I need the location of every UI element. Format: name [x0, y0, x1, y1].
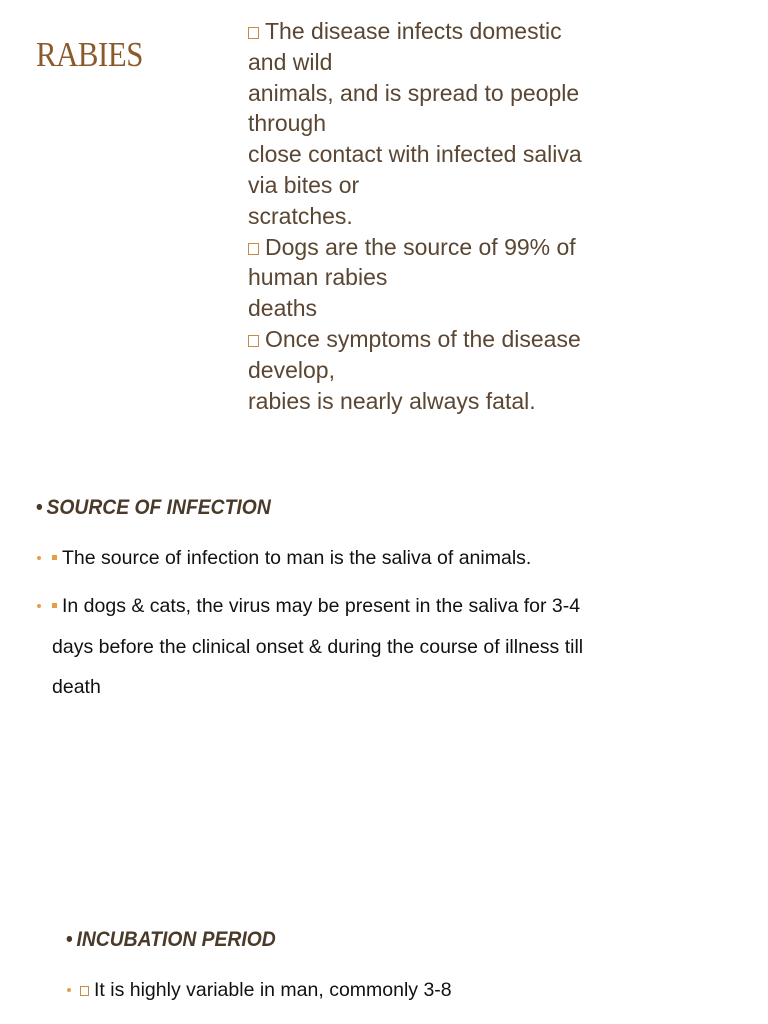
bullet-dot-icon: •: [66, 928, 73, 951]
source-bullet-2-text: In dogs & cats, the virus may be present in the saliva for 3-4: [62, 595, 581, 617]
intro-line: rabies is nearly always fatal.: [248, 387, 536, 414]
page-title: RABIES: [36, 35, 143, 74]
orange-dot-icon: [37, 556, 41, 560]
square-bullet-icon: [80, 986, 89, 996]
intro-line: and wild: [248, 48, 333, 75]
orange-square-icon: [52, 555, 57, 560]
source-heading-text: SOURCE OF INFECTION: [46, 496, 271, 519]
incubation-heading: [66, 928, 276, 952]
intro-line: [248, 324, 648, 355]
incubation-bullet-1-text: It is highly variable in man, commonly 3-8: [94, 979, 452, 1001]
intro-line: scratches.: [248, 202, 353, 229]
source-bullet-1-text: The source of infection to man is the saliva of animals.: [62, 547, 532, 569]
bullet-dot-icon: •: [36, 496, 43, 519]
intro-line: [248, 232, 648, 263]
intro-line: via bites or: [248, 171, 360, 198]
intro-line: human rabies: [248, 264, 388, 291]
orange-dot-icon: [37, 604, 41, 608]
square-bullet-icon: [248, 27, 259, 39]
intro-line-text: Once symptoms of the disease: [265, 325, 581, 352]
intro-line: close contact with infected saliva: [248, 141, 582, 168]
intro-line-text: Dogs are the source of 99% of: [265, 233, 576, 260]
intro-text-block: [248, 16, 648, 416]
source-bullet-1: [52, 547, 531, 570]
intro-line: [248, 16, 648, 47]
intro-line: through: [248, 110, 327, 137]
square-bullet-icon: [248, 243, 259, 255]
intro-line: develop,: [248, 356, 335, 383]
source-bullet-2-continuation: death: [52, 676, 101, 698]
intro-line: deaths: [248, 295, 318, 322]
intro-line-text: The disease infects domestic: [265, 18, 562, 44]
orange-square-icon: [52, 603, 57, 608]
intro-line: animals, and is spread to people: [248, 79, 580, 106]
orange-dot-icon: [67, 988, 71, 992]
source-bullet-2: [52, 595, 580, 618]
square-bullet-icon: [248, 335, 259, 347]
incubation-heading-text: INCUBATION PERIOD: [76, 928, 276, 951]
source-bullet-2-continuation: days before the clinical onset & during the course of illness till: [52, 636, 584, 658]
source-heading: [36, 496, 271, 520]
incubation-bullet-1: [80, 979, 452, 1002]
